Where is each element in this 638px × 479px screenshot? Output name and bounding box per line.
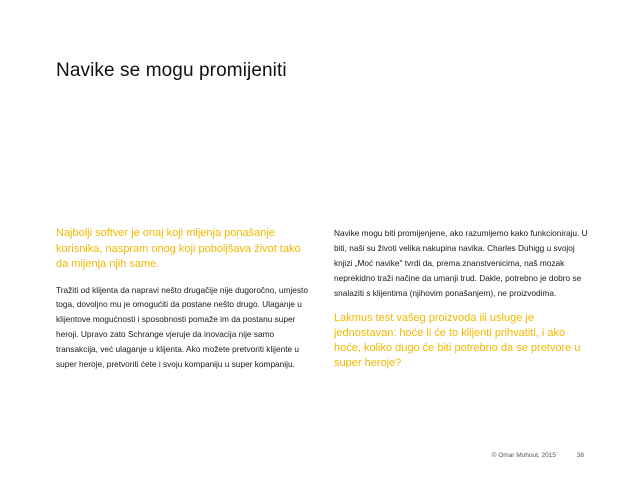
right-column — [334, 226, 590, 371]
page-number: 38 — [576, 452, 584, 459]
left-lead-text: Najbolji softver je onaj koji mijenja ponašanje korisnika, naspram onog koji poboljšava život tako da mijenja njih same. — [56, 227, 301, 270]
left-column — [56, 226, 308, 372]
left-body-text: Tražiti od klijenta da napravi nešto drugačije nije dugoročno, umjesto toga, dovoljno mu je omogućiti da postane nešto drugo. Ulaganje u klijentove mogućnosti i sposobnosti pomaže im da postanu super heroji. Upravo zato Schrange vjeruje da inovacija nije samo transakcija, već ulaganje u klijenta. Ako možete pretvoriti klijente u super heroje, pretvoriti ćete i svoju kompaniju u super kompaniju. — [56, 284, 308, 370]
right-lead-text: Lakmus test vašeg proizvoda ili usluge je jednostavan: hoće li će to klijenti prihvatiti, i ako hoće, koliko dugo će biti potrebno da se pretvore u super heroje? — [334, 311, 581, 369]
slide-title: Navike se mogu promijeniti — [56, 60, 287, 81]
right-body-text: Navike mogu biti promijenjene, ako razumijemo kako funkcioniraju. U biti, naši su životi velika nakupina navika. Charles Duhigg u svojoj knjizi „Moć navike" tvrdi da, prema znanstvenicima, naš mozak neprekidno traži načine da umanji trud. Dakle, potrebno je dobro se snalaziti s klijentima (njihovim ponašanjem), ne proizvodima. — [334, 228, 588, 298]
copyright-text: © Omar Mohout, 2015 — [491, 452, 556, 459]
slide-footer — [0, 452, 638, 464]
